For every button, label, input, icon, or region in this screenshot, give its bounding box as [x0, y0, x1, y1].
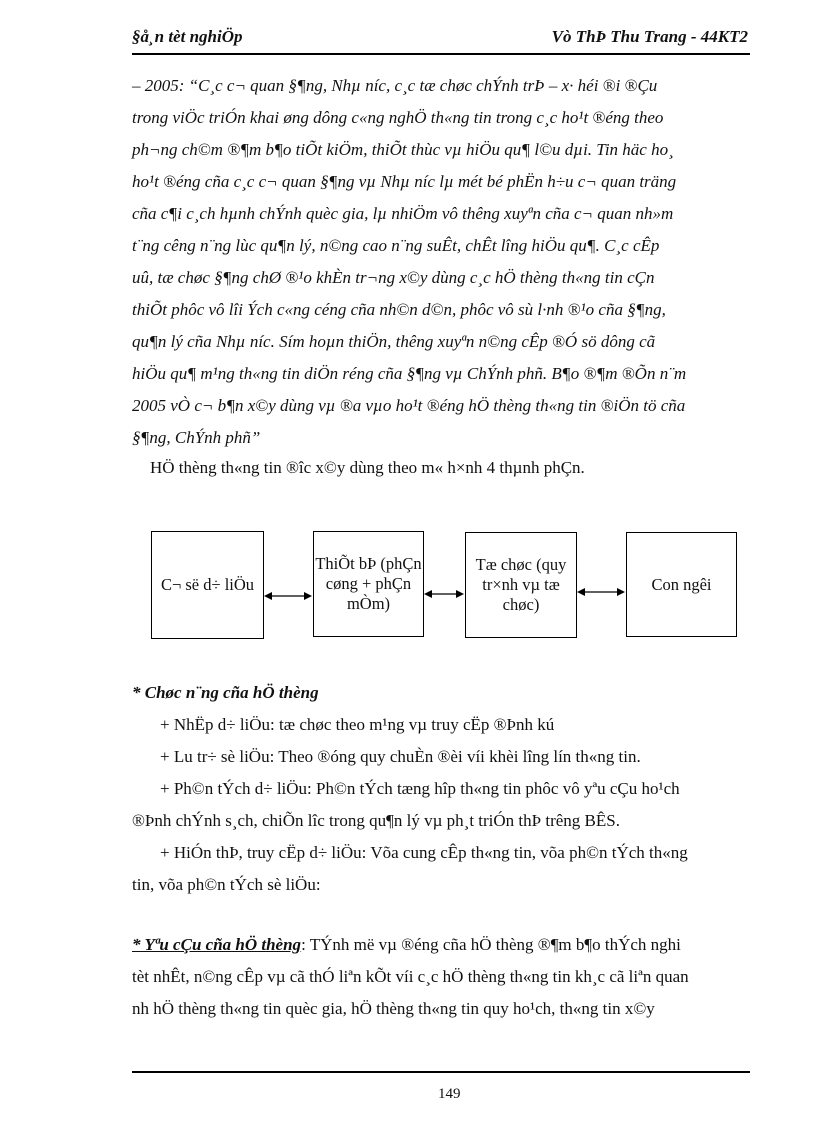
quote-line: trong viÖc triÓn khai øng dông c«ng nghÖ th«ng tin trong c¸c ho¹t ®éng theo: [132, 108, 664, 127]
function-item: + Ph©n tÝch d÷ liÖu: Ph©n tÝch tæng hîp th«ng tin phôc vô yªu cÇu ho¹ch: [160, 779, 680, 798]
quote-line: thiÕt phôc vô lîi Ých c«ng céng cña nh©n d©n, phôc vô sù l·nh ®¹o cña §¶ng,: [132, 300, 666, 319]
quote-line: – 2005: “C¸c c¬ quan §¶ng, Nhµ níc, c¸c tæ chøc chÝnh trÞ – x· héi ®i ®Çu: [132, 76, 658, 95]
page-number: 149: [438, 1086, 461, 1102]
header-left: §å¸n tèt nghiÖp: [132, 27, 243, 46]
quote-line: uû, tæ chøc §¶ng chØ ®¹o khÈn tr¬ng x©y dùng c¸c hÖ thèng th«ng tin cÇn: [132, 268, 655, 287]
diagram-box-organization: Tæ chøc (quy tr×nh vµ tæ chøc): [465, 532, 577, 638]
functions-title: * Chøc n¨ng cña hÖ thèng: [132, 683, 319, 702]
quote-line: hiÖu qu¶ m¹ng th«ng tin diÖn réng cña §¶ng vµ ChÝnh phñ. B¶o ®¶m ®Õn n¨m: [132, 364, 687, 383]
function-item: + NhËp d÷ liÖu: tæ chøc theo m¹ng vµ truy cËp ®Þnh kú: [160, 715, 555, 734]
function-item: + HiÓn thÞ, truy cËp d÷ liÖu: Võa cung cÊp th«ng tin, võa ph©n tÝch th«ng: [160, 843, 688, 862]
quote-line: ho¹t ®éng cña c¸c c¬ quan §¶ng vµ Nhµ níc lµ mét bé phËn h÷u c¬ quan träng: [132, 172, 677, 191]
function-item: tin, võa ph©n tÝch sè liÖu:: [132, 875, 321, 894]
header-right: Vò ThÞ Thu Trang - 44KT2: [551, 27, 748, 46]
quote-line: ph¬ng ch©m ®¶m b¶o tiÕt kiÖm, thiÕt thùc vµ hiÖu qu¶ l©u dµi. Tin häc ho¸: [132, 140, 674, 159]
quote-line: qu¶n lý cña Nhµ níc. Sím hoµn thiÖn, thêng xuyªn n©ng cÊp ®Ó sö dông cã: [132, 332, 656, 351]
function-item: ®Þnh chÝnh s¸ch, chiÕn lîc trong qu¶n lý vµ ph¸t triÓn thÞ trêng BÊS.: [132, 811, 620, 830]
quote-line: cña c¶i c¸ch hµnh chÝnh quèc gia, lµ nhiÖm vô thêng xuyªn cña c¬ quan nh»m: [132, 204, 674, 223]
double-arrow-icon: [575, 584, 627, 600]
diagram-box-database: C¬ së d÷ liÖu: [151, 531, 264, 639]
double-arrow-icon: [262, 588, 314, 604]
diagram-box-equipment: ThiÕt bÞ (phÇn cøng + phÇn mÒm): [313, 531, 424, 637]
requirements-line: [132, 935, 681, 955]
double-arrow-icon: [422, 586, 466, 602]
requirements-line: nh hÖ thèng th«ng tin quèc gia, hÖ thèng th«ng tin quy ho¹ch, th«ng tin x©y: [132, 999, 655, 1018]
quote-line: t¨ng cêng n¨ng lùc qu¶n lý, n©ng cao n¨ng suÊt, chÊt lîng hiÖu qu¶. C¸c cÊp: [132, 236, 660, 255]
footer-rule: [132, 1071, 750, 1073]
requirements-line: tèt nhÊt, n©ng cÊp vµ cã thÓ liªn kÕt víi c¸c hÖ thèng th«ng tin kh¸c cã liªn quan: [132, 967, 689, 986]
quote-line: §¶ng, ChÝnh phñ”: [132, 428, 261, 447]
requirements-title: * Yªu cÇu cña hÖ thèng: [132, 935, 302, 954]
header-rule: [132, 53, 750, 55]
intro-text: HÖ thèng th«ng tin ®îc x©y dùng theo m« h×nh 4 thµnh phÇn.: [150, 458, 585, 477]
quote-line: 2005 vÒ c¬ b¶n x©y dùng vµ ®a vµo ho¹t ®éng hÖ thèng th«ng tin ®iÖn tö cña: [132, 396, 686, 415]
requirements-text: : TÝnh më vµ ®éng cña hÖ thèng ®¶m b¶o thÝch nghi: [301, 935, 681, 954]
function-item: + Lu tr÷ sè liÖu: Theo ®óng quy chuÈn ®èi víi khèi lîng lín th«ng tin.: [160, 747, 641, 766]
diagram-box-people: Con ngêi: [626, 532, 737, 637]
